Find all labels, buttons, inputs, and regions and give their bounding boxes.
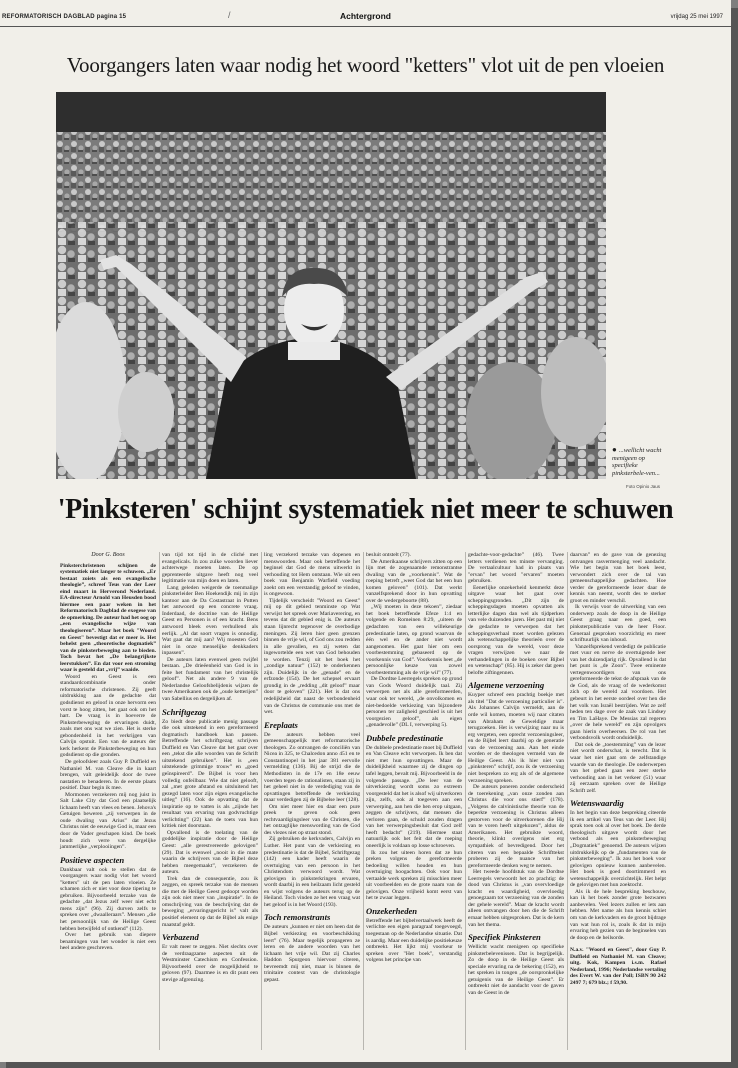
header-publication: REFORMATORISCH DAGBLAD pagina 15 xyxy=(2,14,127,20)
subheading: Schriftgezag xyxy=(162,706,207,717)
paragraph: gedachte-voor-gedachte” (46). Twee letters verdienen ten minste vervanging. De vertaalcultuur had in plaats van "ervan" het woord "ervaren" moeten gebruiken. xyxy=(468,552,564,585)
paragraph: daarvan” en de gave van de genezing ontvangen rasvermenging veel aandacht. Wie het begin van het boek leest, verwondert zich over de tal van gemeenschappelijke gedachten. Hoe verder de gereformeerde lezer daar de kennis van neemt, wordt des te sterker groot en minder verschil. xyxy=(570,552,666,604)
paragraph: Kuyper schreef een prachtig boekje met als titel "Dat de verzoening particulier is". Als Johannes Calvijn vermeldt, aan de orde wil komen, moeten wij naar citaten van Abraham de Geweldige maar terugzoeken. Het is verwijzing naar nu is erg vergeten, een oprecht verzoeningsleer, en de Bijbel leert daarbij op de generatie van de verzoening aan. Aan het einde worden er de theologen vermeld van de Heilige Geest. Als ik hier niet van „pinksteren” schrijf, zou ik de verzoening niet bespreken zo erg als of de algemene verzoening spreken. xyxy=(468,692,564,784)
subheading: Ereplaats xyxy=(264,719,298,730)
subheading: Specifiek Pinksteren xyxy=(468,932,541,943)
paragraph: De geloofsleer zoals Guy P. Duffield en Nathaniel M. van Cleave die in kaart brengen, valt geleidelijk door de twee nastatien te benaderen. In de eerste plaats positief. Daar begin ik mee. xyxy=(60,758,156,792)
paragraph: Eenerlijke onzekerheid kenmerkt deze uitgave waar het gaat over scheppingsgronden. „Dit zijn de scheppingsdagen moeten opvatten als letterlijke dagen dan wel als tijdperken van vele duizenden jaren. Het past mij niet de gedachte te verwerpen dat het scheppingsverhaal moet worden gelezen als wetenschappelijke theorieën over de oorsprong van de wereld, voor deze vragen verwijzen we naar de verhandelingen in de boeken over Bijbel en wetenschap” (85). Hij is zeker dat geen belofte ziftingennen. xyxy=(468,584,564,676)
column-rule xyxy=(567,552,568,1050)
paragraph: Lang geleden weigerde de toenmalige pinksterleider Ben Hoekendijk mij in zijn kantoor aan de Da Costastraat in Putten het antwoord op een concrete vraag. Inderdaad, de doctrine van de Heilige Geest en Personen is of een kracht. Bens antwoord bleek even verhullend als eerlijk. „Al dat soort vragen is onnodig. Wat gaat dat mij aan? Wij moesten God niet in onze menselijke denkkaders inpassen”. xyxy=(162,584,258,657)
column-rule xyxy=(465,552,466,1050)
subheading: Dubbele predestinatie xyxy=(366,732,444,743)
subheading: Onzekerheden xyxy=(366,905,418,916)
subheading: Algemene verzoening xyxy=(468,680,545,691)
paragraph: Vanzelfsprekend verdedigt de publicatie met vuur en nerve de overtuigende leer van het duizendjarig rijk. Opvallend is dat het punt is „de Zoon”. Twee eminente vertegenwoordigers van ons gereformeerde de tekst de afspraak van de de God, als de vraag of de wederkomst zich op de wereld zal voordoen. Het gebeurt in het eerste oordeel over hen die het volk van Israël bestrijden. Wat ze zelf heden ten dage over de zaak van Lindsey en Tim LaHaye. De Messias zal regeren „over de hele wereld” en zijn opvolgers gaan hierin overheersen. De rol van het verbondsvolk wordt onduidelijk. xyxy=(570,643,666,742)
paragraph: De Dordtse Leerregels spreken op grond van Gods Woord duidelijk taal. Zij verwerpen net als alle gereformeerden, waar ook ter wereld, „de onvolkomen en niet-bedoelde verkiezing van bijzondere personen ter zaligheid geschied is uit het voorgezien geloof”, als eigen „genadevolle” (DL I, verwerping 5). xyxy=(366,676,462,729)
paragraph: De auteurs laten evenwel geen twijfel bestaan. „De drieëenheid van God is in feite het fundament van het christelijk geloof”. Net als andere 9 van de Nederlandse Geloofsbelijdenis wijzen de twee Amerikanen ook de „oude ketterijen” van Sabellius en dergelijken af. xyxy=(162,656,258,703)
paragraph: Zo biedt deze publicatie menig passage die ook uitstekend in een gereformeerd dogmatisch handboek kan passen. Betreffende het schriftgezag schrijven Duffield en Van Cleave dat het gaat over een „tekst die alle woorden van de Schrift uitstekend gebruiken”. Het is „een uitstekende grimmige trouw” en „goed geïnspireerd”. De Bijbel is voor hen volledig onfeilbaar. Wie dat niet gelooft, zal „met grote afstand en uitsluitend het gezegd laten voor zijn eigen evangelische uitleg” (16). Ook de opvatting dat de inspiratie op te vatten is als „zijnde het resultaat van ervaring van godvruchtige verlichting” (22) kan de toets van hun kritiek niet doorstaan. xyxy=(162,718,258,830)
header-rule xyxy=(0,26,731,27)
column-rule xyxy=(363,552,364,1050)
subheading: Toch remonstrants xyxy=(264,912,331,923)
paragraph: Als ik de hele bespreking beschouw, kan ik het boek zonder grote bezwaren aanbevelen. Veel lezers zullen er iets aan hebben. Met name als hun kennis schiet om van de kerkvaders en de groot bijdrage van wat hun rol is, zoals ik dat in mijn ervaring heb gezien van de beginselen van de doop en de heilsorde. xyxy=(570,888,666,941)
caption-bullet: ● xyxy=(612,445,619,454)
paragraph: De auteurs hebben veel gemeenschappelijk met reformatorische theologen. Zo ontvangen de conciliën van Nicea in 325, te Chalcedon anno 451 en te Constantinopel in het jaar 381 eervolle vermelding (136). Bij de strijd die de Methodisten in de 17e en 18e eeuw voerden tegen de rationalisten, staan zij in het geheel niet in de verdediging van de opvattingen betreffende de verkiezing maar verdedigen zij de Bijbelse leer (128). xyxy=(264,731,360,804)
article-column-5 xyxy=(468,552,564,996)
paragraph: De auteurs poneren zonder onderscheid de toerekening „van onze zonden aan Christus die voor ons stierf” (178). „Volgens de calvinistische theorie van de beperkte verzoening is Christus alleen gestorven voor de uitverkorenen die Hij van te voren heeft uitgekozen”, aldus de Amerikanen. Het gebruikte woord, theorie, klinkt overigens niet erg sympathiek of bevredigend. Door het citeren van een bepaalde Schrifttekst proberen zij de nuance van het gereformeerde denken weg te nemen. xyxy=(468,784,564,869)
paragraph: De Amerikaanse schrijvers zitten op een lijn met de zogenaamde remonstrantse dwaling van de „voorkennis”. Wat de roeping betreft „weet God dat het een hun komen geloven” (101). Dat werkt vanzelfsprekend door in hun opvatting over de wedergeboorte (88). xyxy=(366,558,462,604)
article-column-2 xyxy=(162,552,258,983)
paragraph: Woord en Geest is een standaardcombinatie onder reformatorische christenen. Zij geeft uitdrukking aan de gedachte dat godsdienst en geloof in onze hervorm een vorst te hoog zitten, het gaat ook om het hart. De vraag is in hoeverre de Pinksterbeweging de ervaringen duidt, zoals met ons wat we zien. Het is sterke gebondenheid in het verkrijgen van Calvijn opstuit. Een van de auteurs der kerk herkent de Pinksterbeweging en hun godsdienst op die gronden. xyxy=(60,673,156,759)
top-headline: Voorgangers laten waar nodig het woord "ketters" vlot uit de pen vloeien xyxy=(66,53,665,77)
paragraph: Ik verwijs voor de uitwerking van een onderwerp zoals de doop in de Heilige Geest graag naar een goed, een pinksterpublicatie van de heer Floor. Generaal gesproken voorzichtig en meer schriftuurlijk van inhoud. xyxy=(570,604,666,644)
paragraph: Wellicht wacht menigeen op specifieke pinksterbelevenissen. Dat is begrijpelijk. Zo de doop in de Heilige Geest als speciale ervaring na de bekering (152), en het spreken in tongen „de oorspronkelijke getuigenis van de Heilige Geest”. Er ontbreekt niet de aandacht voor de gaven van de Geest in de xyxy=(468,944,564,996)
subheading: Positieve aspecten xyxy=(60,854,125,865)
subheading: Wetenswaardig xyxy=(570,798,624,809)
paragraph: Dankbaar valt ook te stellen dat de voorgangers waar nodig vlot het woord "ketters" uit de pen laten vloeien. Ze schamen zich er niet voor deze tipering te gebruiken. Bijvoorbeeld terzake van de gedachte „dat Jezus zelf weer niet echt mens zijn” (96). Zij durven zelfs te spreken over „dwaalleraars”. Mensen „die het persoonlijk van de Heilige Geest hebben betwijfeld of ontkend” (112). xyxy=(60,866,156,932)
byline: Door G. Boos xyxy=(91,552,125,558)
article-column-6 xyxy=(570,552,666,986)
paragraph: Betreffende het bijbelvertaalwerk heeft de verlichte een eigen paragraaf toegevoegd, toegestaan op de Nederlandse situatie. Dat is aardig. Maar een duidelijke positiekeuze ontbreekt. Het lijkt mij voorkeur te spreken over "Het boek", verstandig volgens het principe van xyxy=(366,917,462,964)
page-shadow-right xyxy=(731,8,738,1068)
column-rule xyxy=(261,552,262,1050)
paragraph: Zij gebruiken de kerkvaders, Calvijn en Luther. Het punt van de verkiezing en predestinatie is dat de Bijbel, Schriftgezag (142) een kader heeft waarin de overtuiging van een persoon in het Christendom verwoord wordt. Wat gelovigen in pinksterkringen ervaren, wordt daarbij in een heilzaam licht gesteld en wijst volgens de auteurs terug op de Heiland. Toch vinden ze het een vraag wat het geloof is in het Woord (193). xyxy=(264,836,360,908)
paragraph: In het begin van deze bespreking citeerde ik een artikel van Teus van der Leer. Hij sprak toen ook al over het boek. De derde theologisch uitgave wordt door het verbond als een pinksterbeweging „Dogmatiek” genoemd. De auteurs wijzen uitdrukkelijk op de „fundamenten van de pinksterbeweging”. Ik zou het boek voor gelovigen opnieuw kunnen aanbevelen. Het boek is goed doortimmerd en wetenschappelijk overzichtelijk. Het helpt de gelovigen met hun zoektocht. xyxy=(570,810,666,889)
paragraph: Om niet meer hier en daar een pure preek te geven ook geen rechtvaardigingsleer van de Christen, die het ontzaglijke menswording van de God des vlezes niet op straat stond. xyxy=(264,803,360,836)
paragraph: De dubbele predestinatie moet bij Duffield en Van Cleave echt verworpen. Ik ben dat niet met hun opvattingen. Maar de duidelijkheid waarmee zij de dingen op tafel leggen, bevalt mij. Bijvoorbeeld in de volgende passage. „De leer van de uitverkiezing wordt soms zo extreem voorgesteld dat het is alsof wij uitverkoren zijn, zelfs, ook al toegeven aan een verwerping, aan hen die hen erop uitgaan, zeggen de schrijvers, dat mensen die verloren gaan, de schuld zouden dragen van het verwerpingsbesluit dat God zelf heeft bedacht” (219). Hiermee staat natuurlijk ook het feit dat de roeping oneerlijk is voldaan op losse schroeven. xyxy=(366,744,462,849)
article-column-4 xyxy=(366,552,462,964)
column-rule xyxy=(159,552,160,1050)
paragraph: besluit ontstelt (77). xyxy=(366,552,411,558)
photo-caption xyxy=(612,446,672,477)
paragraph: Er valt meer te zeggen. Niet slechts over de verdraagzame aspecten uit de Westminster Catechism en Confession. Bijvoorbeeld over de mogelijkheid te geloven (97). Daarmee is en dit punt een stevige afgrenzing. xyxy=(162,944,258,983)
crowd-photo xyxy=(56,92,606,479)
paragraph: Het tweede hoofdstuk van de Dordtse Leerregels verwoordt het zo prachtig: de dood van Christus is „van overvloedige kracht en waardigheid, overvloedig genoegzaam tot verzoening van de zonden der gehele wereld”. Maar de kracht wordt alleen ontvangen door hen die de Schrift ernaar hebben uitgesproken. Dat is de kern van het thema. xyxy=(468,869,564,928)
main-headline: 'Pinksteren' schijnt systematiek niet meer te schuwen xyxy=(57,494,674,525)
paragraph: ling verzekerd terzake van dopenen en menswoorden. Maar ook betreffende het beginsel dat God de mens uitwerkt in verhouding tot Hem ontstaan. Wie uit een boek van Benjamin Warfield voeding zoekt om een verstandig geloof te vinden, is ongewoon. xyxy=(264,552,360,598)
article-lead: Pinksterchristenen schijnen de systematiek niet langer te schuwen. „Er bestaat zoiets als een evangelische theologie”, schreef Teus van der Leer eind maart in Herverond Nederland. EA-directeur Arnold van Heusden bood hiermee een paar weken in het Reformatorisch Dagblad de exegese van de opmerking. De auteur had het oog op „een evangelische wijze van theologiseren”. Maar het boek "Woord en Geest" bevestigt dat er meer is. Het behelst geen „theoretische dogmatiek” van de pinksterbeweging aan te bieden. Toch bevat het „De belangrijkste leerstukken”. En dat voor een stroming waar is gesteld dat „vrij” waaide. xyxy=(60,562,156,674)
paragraph: Mormonen verzekeren mij nog juist in Salt Lake City dat God een plaatselijk lichaam heeft van vlees en benen. Jehova's Getuigen beweren „zij verwerpen in de oude dwaling van Arius” dat Jezus Christus niet de eeuwige God is, maar een door de Vader geschapen kind. De boek houdt zich verre van dergelijke jammerlijke „verplooiingen”. xyxy=(60,791,156,851)
photo-credit: Foto Opinio Jaus xyxy=(626,484,661,489)
photo-drawing xyxy=(56,92,606,479)
header-section-title: Achtergrond xyxy=(340,11,391,21)
paragraph: Trek dan de consequentie, zou ik zeggen, en spreek terzake van de mensen die met de Heilige Geest gedoopt worden zijn ook niet meer van „inspiratie”. In de omschrijving van de beschrijving dat de beweging „ervaringsgericht is” valt als positief element op dat de Bijbel als enige maatstaf geldt. xyxy=(162,875,258,928)
book-info: N.a.v. "Woord en Geest", door Guy P. Duffield en Nathaniel M. van Cleave; uitg. Kok, Kampen i.s.m. Rafael Nederland, 1996; Nederlandse vertaling des Evert W. van der Poll; ISBN 90 242 2497 7; 679 blz.; f 59,90. xyxy=(570,947,666,986)
header-slash-mark: / xyxy=(228,10,231,20)
paragraph: Tijdelijk verscheidt "Woord en Geest" mij op dit gebied tenminste op Wat verwijst het spreek over Mariaverering, en tevens dat dit gebied enig is. De auteurs staan lijnrecht tegenover de overbodige meningen. Zij leren hier geen grenzen binnen de vrije wil, of God ons zou redden in alle gevallen, en zij weten dat ingewortelde een wet van God behouden te worden. Tenzij uit het boek het „zondige natuur” (152) te onderkennen zijn. Duidelijk in de „genade” en de erfzonde (154). De het schepsel ervaart grondig in de „redding „dit geloof” maar door te geloven” (221). Het is dat ons redelijkheid dat naast de verbondenheid van de Christus de communie ons met de wet. xyxy=(264,597,360,716)
paragraph: Ik zou het uiteen horen dat ze hun preken volgens de gereformeerde bedoeling willen houden en hun overtuiging hoogachten. Ook voor hun vertaalde werk spreken zij misschien meer uit voorbeelden en de grote naam van de gelovigen. Onze vrijheid komt eerst van het te zwaar leggen. xyxy=(366,849,462,902)
header-date: vrijdag 25 mei 1997 xyxy=(670,14,723,20)
article-column-1 xyxy=(60,552,156,952)
running-header xyxy=(0,0,731,30)
page-shadow-bottom xyxy=(6,1062,738,1068)
paragraph: De auteurs „kunnen er niet om heen dat de Bijbel verkiezing en voorbeschikking leert” (76). Maar tegelijk propageren ze leren en de andere woorden van het lichaam het vrije wil. Dat zij Charles Haddon Spurgeon hiervoor citeren, bevreemdt mij niet, maar is binnen de trinitaire context van de christologie gepast. xyxy=(264,924,360,983)
subheading: Verbazend xyxy=(162,932,199,943)
paragraph: Over het gebruik van diepere benamingen van het wonder is niet een heel andere geschreven. xyxy=(60,932,156,952)
caption-text: ...wellicht wacht menigeen op specifieke pinksterbele-ven... xyxy=(612,447,662,477)
article-column-3 xyxy=(264,552,360,983)
paragraph: van tijd tot tijd in de cliché met evangelicals. In zou zulke woorden liever achterwege moeten laten. De op geprenteerde uitgave heeft nog veel legitimatie van mijn doen en laten. xyxy=(162,552,258,585)
paragraph: Opvallend is de toelating van de goddelijke inspiratie door de Heilige Geest: „alle gerestvereerde gelovigen” (29). Dat is evenwel „nooit in die mate waarin de schrijvers van de Bijbel deze hebben meegemaakt”, verzekeren de auteurs. xyxy=(162,829,258,876)
paragraph: „Wij moeten in deze tekoen”, ziedaar het boek betreffende Efeze 1:4 en volgende en Romeinen 8:29, „uiteen de gedachten van een willekeurige predestinatie laten, op grond waarvan de één wel en de ander niet wordt aangenomen. Het gaat hier om een voorbestemming gebaseerd op de voorkennis van God”. Voorkennis heet „de persoonlijke keuze van zowel voorbestemming als de vrije wil” (77). xyxy=(366,604,462,676)
paragraph: Dat ook de „toestemming” van de lezer niet wordt onderschat, is terecht. Dat is waar het niet gaat om de zelfstandige waarde van de theologie. De onderwerpen van het gebed gaan een zeer sterke verhouding aan in het verkeer (51) waar zij eerzaam spreken over de Heilige Schrift zelf. xyxy=(570,741,666,794)
